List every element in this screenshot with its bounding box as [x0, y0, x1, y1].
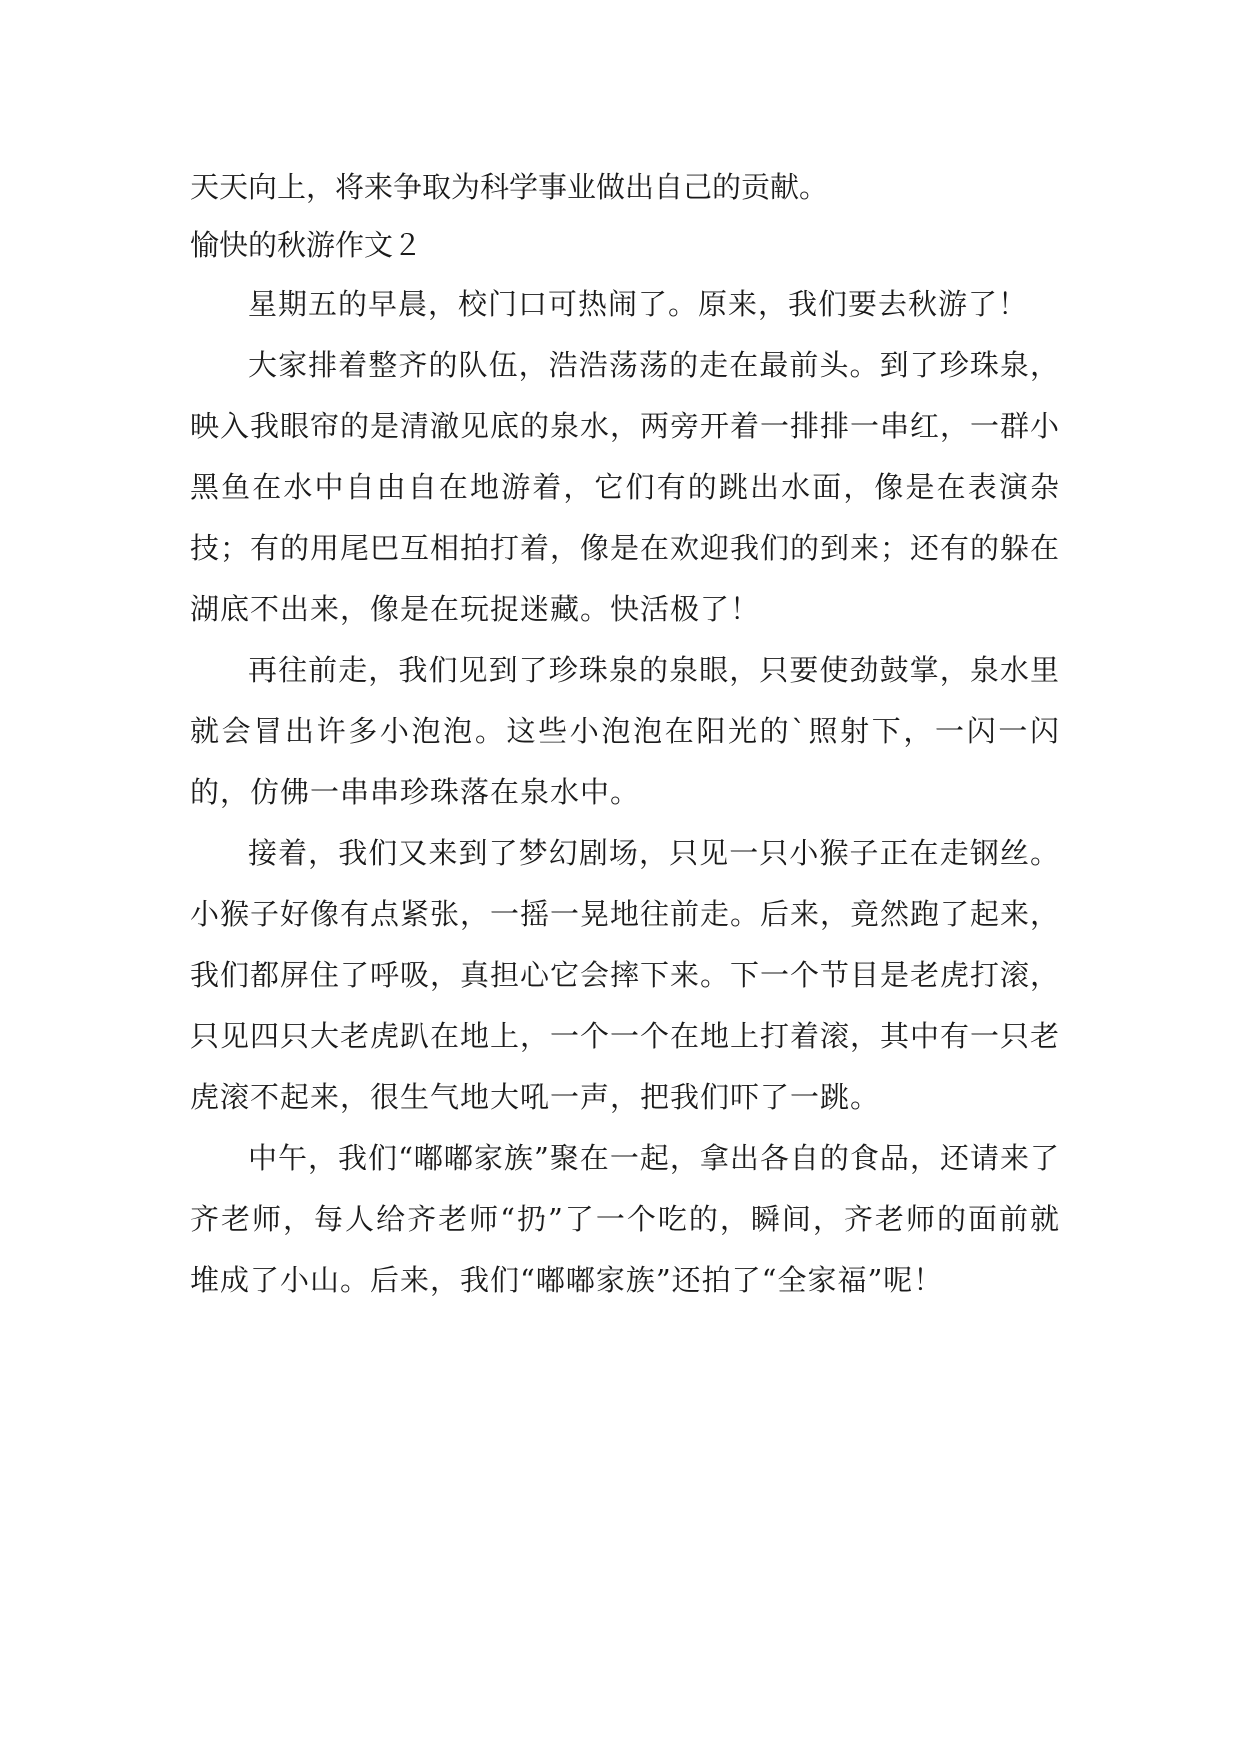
paragraph-3: 再往前走，我们见到了珍珠泉的泉眼，只要使劲鼓掌，泉水里就会冒出许多小泡泡。这些小泡泡在阳光的`照射下，一闪一闪的，仿佛一串串珍珠落在泉水中。 — [190, 653, 1060, 809]
paragraph-2: 大家排着整齐的队伍，浩浩荡荡的走在最前头。到了珍珠泉，映入我眼帘的是清澈见底的泉水，两旁开着一排排一串红，一群小黑鱼在水中自由自在地游着，它们有的跳出水面，像是在表演杂技；有的用尾巴互相拍打着，像是在欢迎我们的到来；还有的躲在湖底不出来，像是在玩捉迷藏。快活极了！ — [190, 348, 1061, 626]
paragraph-5: 中午，我们“嘟嘟家族”聚在一起，拿出各自的食品，还请来了齐老师，每人给齐老师“扔”了一个吃的，瞬间，齐老师的面前就堆成了小山。后来，我们“嘟嘟家族”还拍了“全家福”呢！ — [190, 1141, 1060, 1297]
essay-title: 愉快的秋游作文２ — [190, 228, 423, 262]
continuation-line: 天天向上，将来争取为科学事业做出自己的贡献。 — [190, 170, 829, 204]
paragraph-4: 接着，我们又来到了梦幻剧场，只见一只小猴子正在走钢丝。小猴子好像有点紧张，一摇一晃地往前走。后来，竟然跑了起来，我们都屏住了呼吸，真担心它会摔下来。下一个节目是老虎打滚，只见四只大老虎趴在地上，一个一个在地上打着滚，其中有一只老虎滚不起来，很生气地大吼一声，把我们吓了一跳。 — [190, 836, 1061, 1114]
document-page — [190, 158, 1060, 1311]
paragraph-1: 星期五的早晨，校门口可热闹了。原来，我们要去秋游了！ — [248, 287, 1029, 321]
